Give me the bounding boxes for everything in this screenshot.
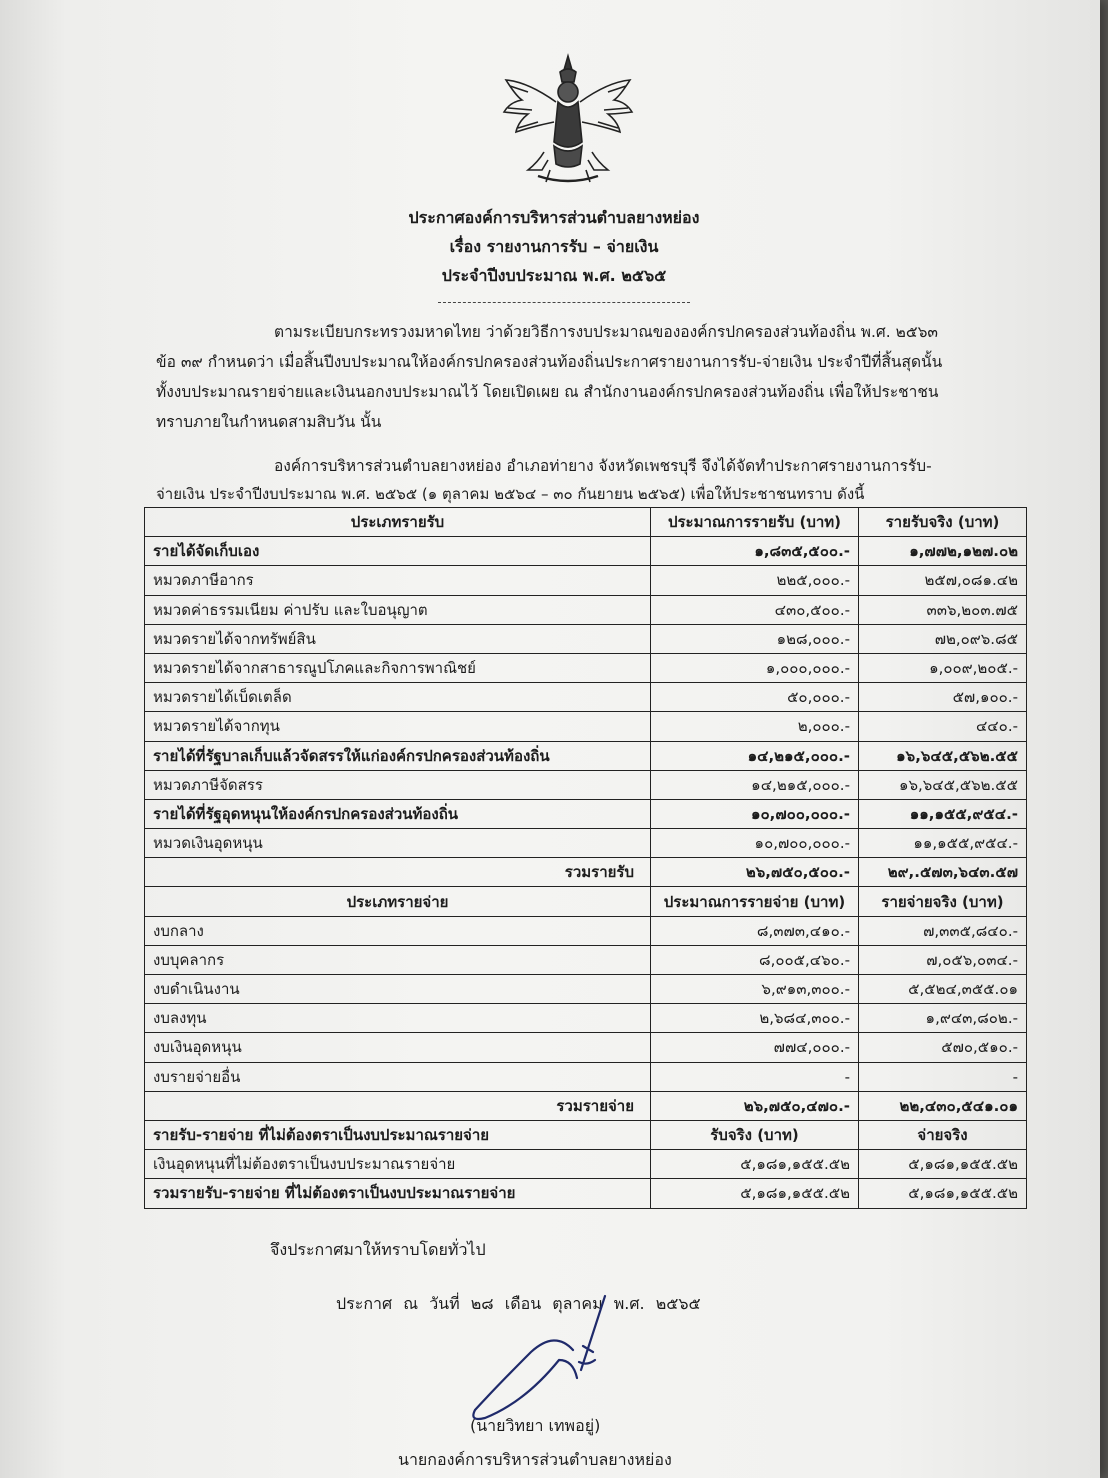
income-actual-header: รายรับจริง (บาท) bbox=[859, 508, 1027, 537]
offbudget-label: เงินอุดหนุนที่ไม่ต้องตราเป็นงบประมาณรายจ่าย bbox=[145, 1150, 651, 1179]
expense-actual: ๑,๙๔๓,๘๐๒.- bbox=[859, 1004, 1027, 1033]
garuda-emblem bbox=[498, 52, 638, 192]
income-subcategory-row bbox=[145, 624, 1027, 653]
offbudget-total-label: รวมรายรับ-รายจ่าย ที่ไม่ต้องตราเป็นงบประมาณรายจ่าย bbox=[145, 1179, 651, 1208]
income-label: รายได้จัดเก็บเอง bbox=[145, 537, 651, 566]
income-subcategory-row bbox=[145, 683, 1027, 712]
income-estimate: ๒๒๕,๐๐๐.- bbox=[651, 566, 859, 595]
income-category-row bbox=[145, 741, 1027, 770]
expense-total-estimate: ๒๖,๗๕๐,๔๗๐.- bbox=[651, 1091, 859, 1120]
paragraph-1-line-4: ทราบภายในกำหนดสามสิบวัน นั้น bbox=[156, 413, 382, 431]
offbudget-total-received: ๕,๑๘๑,๑๕๕.๕๒ bbox=[651, 1179, 859, 1208]
title-divider bbox=[438, 302, 690, 303]
expense-label: งบบุคลากร bbox=[145, 945, 651, 974]
paragraph-2-line-1: องค์การบริหารส่วนตำบลยางหย่อง อำเภอท่ายาง จังหวัดเพชรบุรี จึงได้จัดทำประกาศรายงานการรับ- bbox=[274, 457, 932, 475]
income-estimate: ๒,๐๐๐.- bbox=[651, 712, 859, 741]
income-actual: ๓๓๖,๒๐๓.๗๕ bbox=[859, 595, 1027, 624]
offbudget-type-header: รายรับ-รายจ่าย ที่ไม่ต้องตราเป็นงบประมาณรายจ่าย bbox=[145, 1120, 651, 1149]
income-subcategory-row bbox=[145, 712, 1027, 741]
income-actual: ๑๑,๑๕๕,๙๕๔.- bbox=[859, 799, 1027, 828]
income-total-row bbox=[145, 858, 1027, 887]
income-subcategory-row bbox=[145, 566, 1027, 595]
income-label: หมวดรายได้จากทรัพย์สิน bbox=[145, 624, 651, 653]
income-estimate: ๑๔,๒๑๕,๐๐๐.- bbox=[651, 770, 859, 799]
income-label: รายได้ที่รัฐบาลเก็บแล้วจัดสรรให้แก่องค์กรปกครองส่วนท้องถิ่น bbox=[145, 741, 651, 770]
income-actual: ๗๒,๐๙๖.๘๕ bbox=[859, 624, 1027, 653]
income-label: หมวดรายได้เบ็ดเตล็ด bbox=[145, 683, 651, 712]
expense-row bbox=[145, 1004, 1027, 1033]
paragraph-1-line-2: ข้อ ๓๙ กำหนดว่า เมื่อสิ้นปีงบประมาณให้องค์กรปกครองส่วนท้องถิ่นประกาศรายงานการรับ-จ่ายเงิน ประจำปีที่สิ้นสุดนั้น bbox=[156, 353, 943, 371]
offbudget-paid-header: จ่ายจริง bbox=[859, 1120, 1027, 1149]
announcement-title: ประกาศองค์การบริหารส่วนตำบลยางหย่อง bbox=[408, 208, 700, 227]
expense-label: งบดำเนินงาน bbox=[145, 975, 651, 1004]
income-subcategory-row bbox=[145, 770, 1027, 799]
expense-header-row bbox=[145, 887, 1027, 916]
income-estimate-header: ประมาณการรายรับ (บาท) bbox=[651, 508, 859, 537]
offbudget-paid: ๕,๑๘๑,๑๕๕.๕๒ bbox=[859, 1150, 1027, 1179]
income-label: หมวดรายได้จากทุน bbox=[145, 712, 651, 741]
income-estimate: ๑๐,๗๐๐,๐๐๐.- bbox=[651, 829, 859, 858]
income-total-label: รวมรายรับ bbox=[145, 858, 651, 887]
income-actual: ๕๗,๑๐๐.- bbox=[859, 683, 1027, 712]
offbudget-total-paid: ๕,๑๘๑,๑๕๕.๕๒ bbox=[859, 1179, 1027, 1208]
expense-actual: ๕๗๐,๕๑๐.- bbox=[859, 1033, 1027, 1062]
expense-actual: ๗,๐๕๖,๐๓๔.- bbox=[859, 945, 1027, 974]
expense-label: งบเงินอุดหนุน bbox=[145, 1033, 651, 1062]
expense-type-header: ประเภทรายจ่าย bbox=[145, 887, 651, 916]
expense-estimate-header: ประมาณการรายจ่าย (บาท) bbox=[651, 887, 859, 916]
income-estimate: ๕๐,๐๐๐.- bbox=[651, 683, 859, 712]
expense-label: งบกลาง bbox=[145, 916, 651, 945]
paragraph-1-line-1: ตามระเบียบกระทรวงมหาดไทย ว่าด้วยวิธีการงบประมาณขององค์กรปกครองส่วนท้องถิ่น พ.ศ. ๒๕๖๓ bbox=[274, 323, 939, 341]
income-label: หมวดภาษีอากร bbox=[145, 566, 651, 595]
expense-estimate: ๒,๖๘๔,๓๐๐.- bbox=[651, 1004, 859, 1033]
expense-row bbox=[145, 975, 1027, 1004]
income-total-actual: ๒๙,.๕๗๓,๖๔๓.๕๗ bbox=[859, 858, 1027, 887]
income-label: รายได้ที่รัฐอุดหนุนให้องค์กรปกครองส่วนท้องถิ่น bbox=[145, 799, 651, 828]
expense-actual: - bbox=[859, 1062, 1027, 1091]
income-estimate: ๑,๐๐๐,๐๐๐.- bbox=[651, 653, 859, 682]
income-category-row bbox=[145, 537, 1027, 566]
expense-estimate: ๖,๙๑๓,๓๐๐.- bbox=[651, 975, 859, 1004]
announcement-date: ประกาศ ณ วันที่ ๒๘ เดือน ตุลาคม พ.ศ. ๒๕๖๕ bbox=[336, 1294, 701, 1313]
income-actual: ๒๕๗,๐๘๑.๔๒ bbox=[859, 566, 1027, 595]
offbudget-received-header: รับจริง (บาท) bbox=[651, 1120, 859, 1149]
offbudget-row bbox=[145, 1150, 1027, 1179]
expense-row bbox=[145, 916, 1027, 945]
offbudget-received: ๕,๑๘๑,๑๕๕.๕๒ bbox=[651, 1150, 859, 1179]
budget-report-table bbox=[144, 507, 1027, 1209]
offbudget-header-row bbox=[145, 1120, 1027, 1149]
announcement-fiscal-year: ประจำปีงบประมาณ พ.ศ. ๒๕๖๕ bbox=[441, 266, 667, 285]
income-total-estimate: ๒๖,๗๕๐,๕๐๐.- bbox=[651, 858, 859, 887]
income-actual: ๑๑,๑๕๕,๙๕๔.- bbox=[859, 829, 1027, 858]
expense-total-row bbox=[145, 1091, 1027, 1120]
expense-actual: ๕,๕๒๔,๓๕๕.๐๑ bbox=[859, 975, 1027, 1004]
closing-notice: จึงประกาศมาให้ทราบโดยทั่วไป bbox=[270, 1240, 486, 1259]
expense-row bbox=[145, 1033, 1027, 1062]
income-subcategory-row bbox=[145, 653, 1027, 682]
expense-total-label: รวมรายจ่าย bbox=[145, 1091, 651, 1120]
expense-label: งบรายจ่ายอื่น bbox=[145, 1062, 651, 1091]
signer-name: (นายวิทยา เทพอยู่) bbox=[470, 1416, 601, 1435]
income-actual: ๑,๗๗๒,๑๒๗.๐๒ bbox=[859, 537, 1027, 566]
expense-row bbox=[145, 1062, 1027, 1091]
income-estimate: ๑๒๘,๐๐๐.- bbox=[651, 624, 859, 653]
expense-estimate: - bbox=[651, 1062, 859, 1091]
paragraph-2-line-2: จ่ายเงิน ประจำปีงบประมาณ พ.ศ. ๒๕๖๕ (๑ ตุลาคม ๒๕๖๔ – ๓๐ กันยายน ๒๕๖๕) เพื่อให้ประชาชนทราบ ดังนี้ bbox=[156, 485, 865, 503]
income-actual: ๔๔๐.- bbox=[859, 712, 1027, 741]
income-estimate: ๔๓๐,๕๐๐.- bbox=[651, 595, 859, 624]
expense-total-actual: ๒๒,๔๓๐,๕๔๑.๐๑ bbox=[859, 1091, 1027, 1120]
income-label: หมวดรายได้จากสาธารณูปโภคและกิจการพาณิชย์ bbox=[145, 653, 651, 682]
income-subcategory-row bbox=[145, 829, 1027, 858]
income-actual: ๑๖,๖๔๕,๕๖๒.๕๕ bbox=[859, 741, 1027, 770]
expense-actual-header: รายจ่ายจริง (บาท) bbox=[859, 887, 1027, 916]
expense-estimate: ๘,๓๗๓,๔๑๐.- bbox=[651, 916, 859, 945]
income-category-row bbox=[145, 799, 1027, 828]
offbudget-total-row bbox=[145, 1179, 1027, 1208]
expense-estimate: ๗๗๔,๐๐๐.- bbox=[651, 1033, 859, 1062]
expense-estimate: ๘,๐๐๕,๔๖๐.- bbox=[651, 945, 859, 974]
income-header-row bbox=[145, 508, 1027, 537]
income-label: หมวดเงินอุดหนุน bbox=[145, 829, 651, 858]
income-estimate: ๑๐,๗๐๐,๐๐๐.- bbox=[651, 799, 859, 828]
income-actual: ๑๖,๖๔๕,๕๖๒.๕๕ bbox=[859, 770, 1027, 799]
income-estimate: ๑,๘๓๕,๕๐๐.- bbox=[651, 537, 859, 566]
signer-title: นายกองค์การบริหารส่วนตำบลยางหย่อง bbox=[398, 1450, 672, 1469]
income-label: หมวดค่าธรรมเนียม ค่าปรับ และใบอนุญาต bbox=[145, 595, 651, 624]
income-estimate: ๑๔,๒๑๕,๐๐๐.- bbox=[651, 741, 859, 770]
announcement-subject: เรื่อง รายงานการรับ – จ่ายเงิน bbox=[449, 237, 659, 256]
expense-label: งบลงทุน bbox=[145, 1004, 651, 1033]
income-label: หมวดภาษีจัดสรร bbox=[145, 770, 651, 799]
paragraph-1-line-3: ทั้งงบประมาณรายจ่ายและเงินนอกงบประมาณไว้ โดยเปิดเผย ณ สำนักงานองค์กรปกครองส่วนท้องถิ่น เพื่อให้ประชาชน bbox=[156, 383, 939, 401]
income-actual: ๑,๐๐๙,๒๐๕.- bbox=[859, 653, 1027, 682]
expense-row bbox=[145, 945, 1027, 974]
expense-actual: ๗,๓๓๕,๘๔๐.- bbox=[859, 916, 1027, 945]
income-subcategory-row bbox=[145, 595, 1027, 624]
income-type-header: ประเภทรายรับ bbox=[145, 508, 651, 537]
